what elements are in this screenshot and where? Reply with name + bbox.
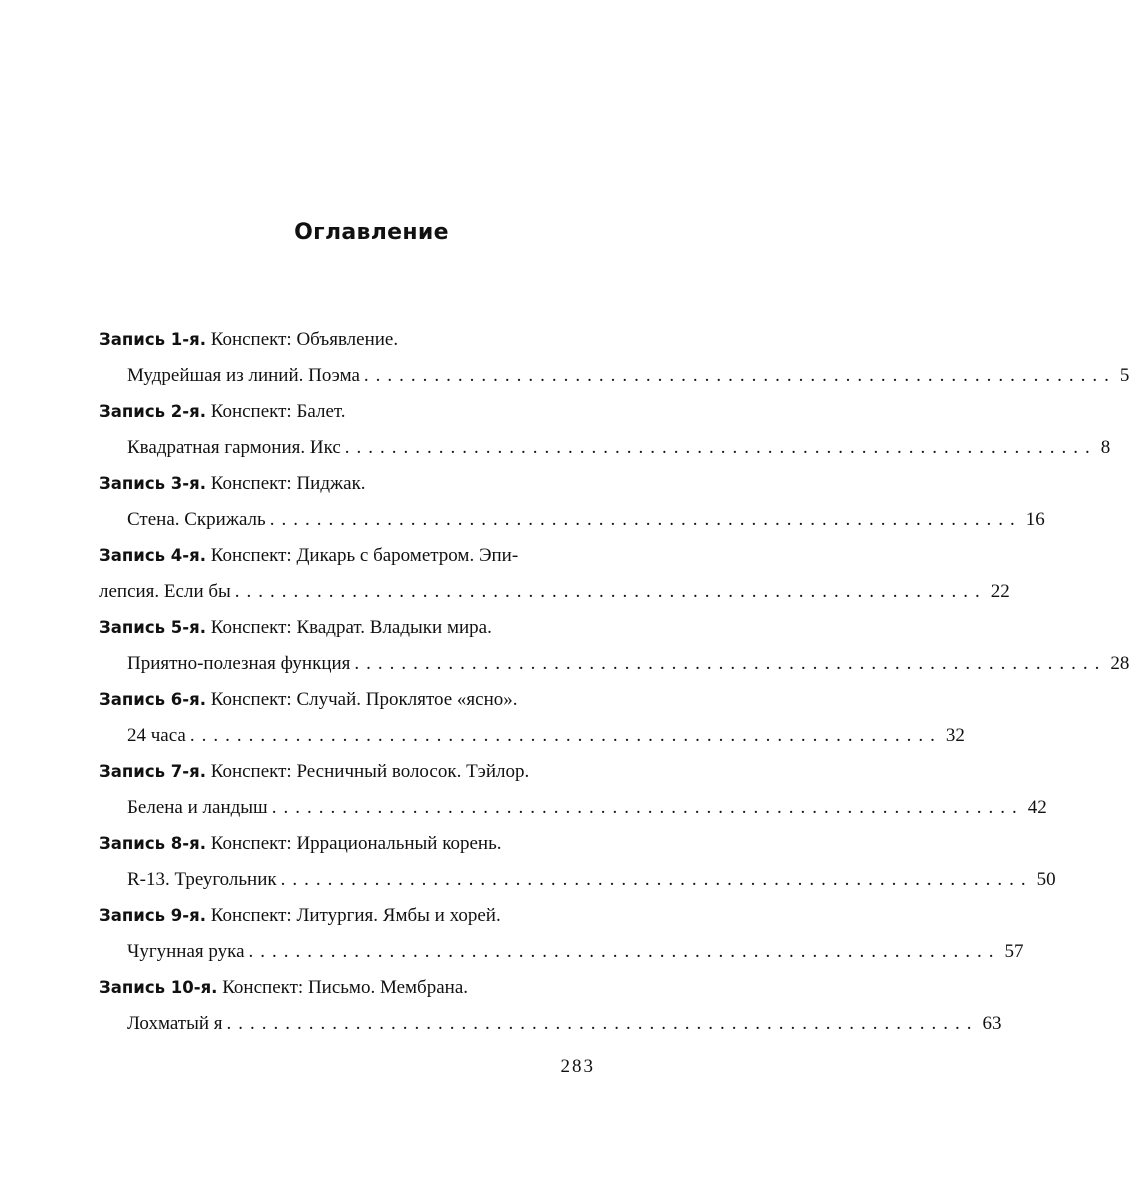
dot-leader: ................................................................ <box>271 797 1024 818</box>
page-number: 22 <box>990 581 1010 602</box>
toc-entry[interactable] <box>99 826 1056 898</box>
page-number: 16 <box>1025 509 1045 530</box>
toc-entry-subtitle <box>127 646 1129 682</box>
entry-title: Конспект: Балет. <box>205 401 346 422</box>
entry-label: Запись 5-я. <box>99 618 206 637</box>
entry-subtitle-text: лепсия. Если бы <box>99 581 231 602</box>
toc-entry[interactable] <box>99 322 1129 394</box>
toc-entry-heading <box>99 610 595 646</box>
entry-subtitle-text: Квадратная гармония. Икс <box>127 437 341 458</box>
entry-title: Конспект: Дикарь с барометром. Эпи- <box>205 545 519 566</box>
page-number: 50 <box>1036 869 1056 890</box>
entry-subtitle-text: Мудрейшая из линий. Поэма <box>127 365 360 386</box>
toc-entry[interactable] <box>99 970 1002 1042</box>
toc-entry-subtitle <box>127 1006 1002 1042</box>
toc-entry[interactable] <box>99 898 1024 970</box>
dot-leader: ................................................................ <box>363 365 1116 386</box>
toc-entry-heading <box>99 682 595 718</box>
toc-entry-heading <box>99 466 595 502</box>
table-of-contents <box>99 322 1129 1042</box>
toc-entry[interactable] <box>99 538 1010 610</box>
entry-label: Запись 4-я. <box>99 546 206 565</box>
page-number: 57 <box>1004 941 1024 962</box>
toc-entry-subtitle <box>127 358 1129 394</box>
toc-entry[interactable] <box>99 610 1129 682</box>
toc-entry-heading <box>99 322 595 358</box>
toc-entry-subtitle <box>127 502 1045 538</box>
entry-subtitle-text: Чугунная рука <box>127 941 245 962</box>
entry-subtitle-text: Лохматый я <box>127 1013 223 1034</box>
toc-entry-heading <box>99 538 595 574</box>
toc-entry-heading <box>99 898 595 934</box>
entry-title: Конспект: Ресничный волосок. Тэйлор. <box>205 761 530 782</box>
entry-label: Запись 6-я. <box>99 690 206 709</box>
toc-entry[interactable] <box>99 682 965 754</box>
entry-label: Запись 3-я. <box>99 474 206 493</box>
dot-leader: ................................................................ <box>234 581 987 602</box>
entry-label: Запись 7-я. <box>99 762 206 781</box>
entry-title: Конспект: Квадрат. Владыки мира. <box>205 617 492 638</box>
entry-label: Запись 1-я. <box>99 330 206 349</box>
entry-subtitle-text: Приятно-полезная функция <box>127 653 351 674</box>
toc-entry-heading <box>99 754 595 790</box>
toc-entry[interactable] <box>99 754 1047 826</box>
page-number: 32 <box>945 725 965 746</box>
entry-title: Конспект: Пиджак. <box>205 473 366 494</box>
page-number: 63 <box>982 1013 1002 1034</box>
entry-title: Конспект: Литургия. Ямбы и хорей. <box>205 905 501 926</box>
dot-leader: ................................................................ <box>248 941 1001 962</box>
entry-title: Конспект: Случай. Проклятое «ясно». <box>205 689 518 710</box>
toc-entry-heading <box>99 826 595 862</box>
dot-leader: ................................................................ <box>344 437 1097 458</box>
entry-subtitle-text: Стена. Скрижаль <box>127 509 266 530</box>
entry-label: Запись 10-я. <box>99 978 218 997</box>
entry-title: Конспект: Письмо. Мембрана. <box>217 977 469 998</box>
dot-leader: ................................................................ <box>354 653 1107 674</box>
entry-subtitle-text: 24 часа <box>127 725 186 746</box>
entry-subtitle-text: R-13. Треугольник <box>127 869 277 890</box>
entry-label: Запись 8-я. <box>99 834 206 853</box>
toc-entry-subtitle <box>127 718 965 754</box>
entry-subtitle-text: Белена и ландыш <box>127 797 268 818</box>
dot-leader: ................................................................ <box>269 509 1022 530</box>
toc-entry-subtitle <box>99 574 1010 610</box>
page-number: 5 <box>1119 365 1129 386</box>
dot-leader: ................................................................ <box>189 725 942 746</box>
toc-entry-subtitle <box>127 862 1056 898</box>
toc-entry-subtitle <box>127 790 1047 826</box>
entry-title: Конспект: Объявление. <box>205 329 399 350</box>
page-title: Оглавление <box>294 220 449 245</box>
page-number: 42 <box>1027 797 1047 818</box>
toc-entry-heading <box>99 394 595 430</box>
toc-entry-subtitle <box>127 430 1111 466</box>
folio-page-number: 283 <box>560 1056 595 1077</box>
entry-title: Конспект: Иррациональный корень. <box>205 833 502 854</box>
entry-label: Запись 2-я. <box>99 402 206 421</box>
dot-leader: ................................................................ <box>226 1013 979 1034</box>
dot-leader: ................................................................ <box>280 869 1033 890</box>
toc-entry-heading <box>99 970 595 1006</box>
toc-entry-subtitle <box>127 934 1024 970</box>
page-number: 8 <box>1100 437 1111 458</box>
page-number: 28 <box>1110 653 1129 674</box>
toc-entry[interactable] <box>99 466 1045 538</box>
toc-entry[interactable] <box>99 394 1111 466</box>
entry-label: Запись 9-я. <box>99 906 206 925</box>
